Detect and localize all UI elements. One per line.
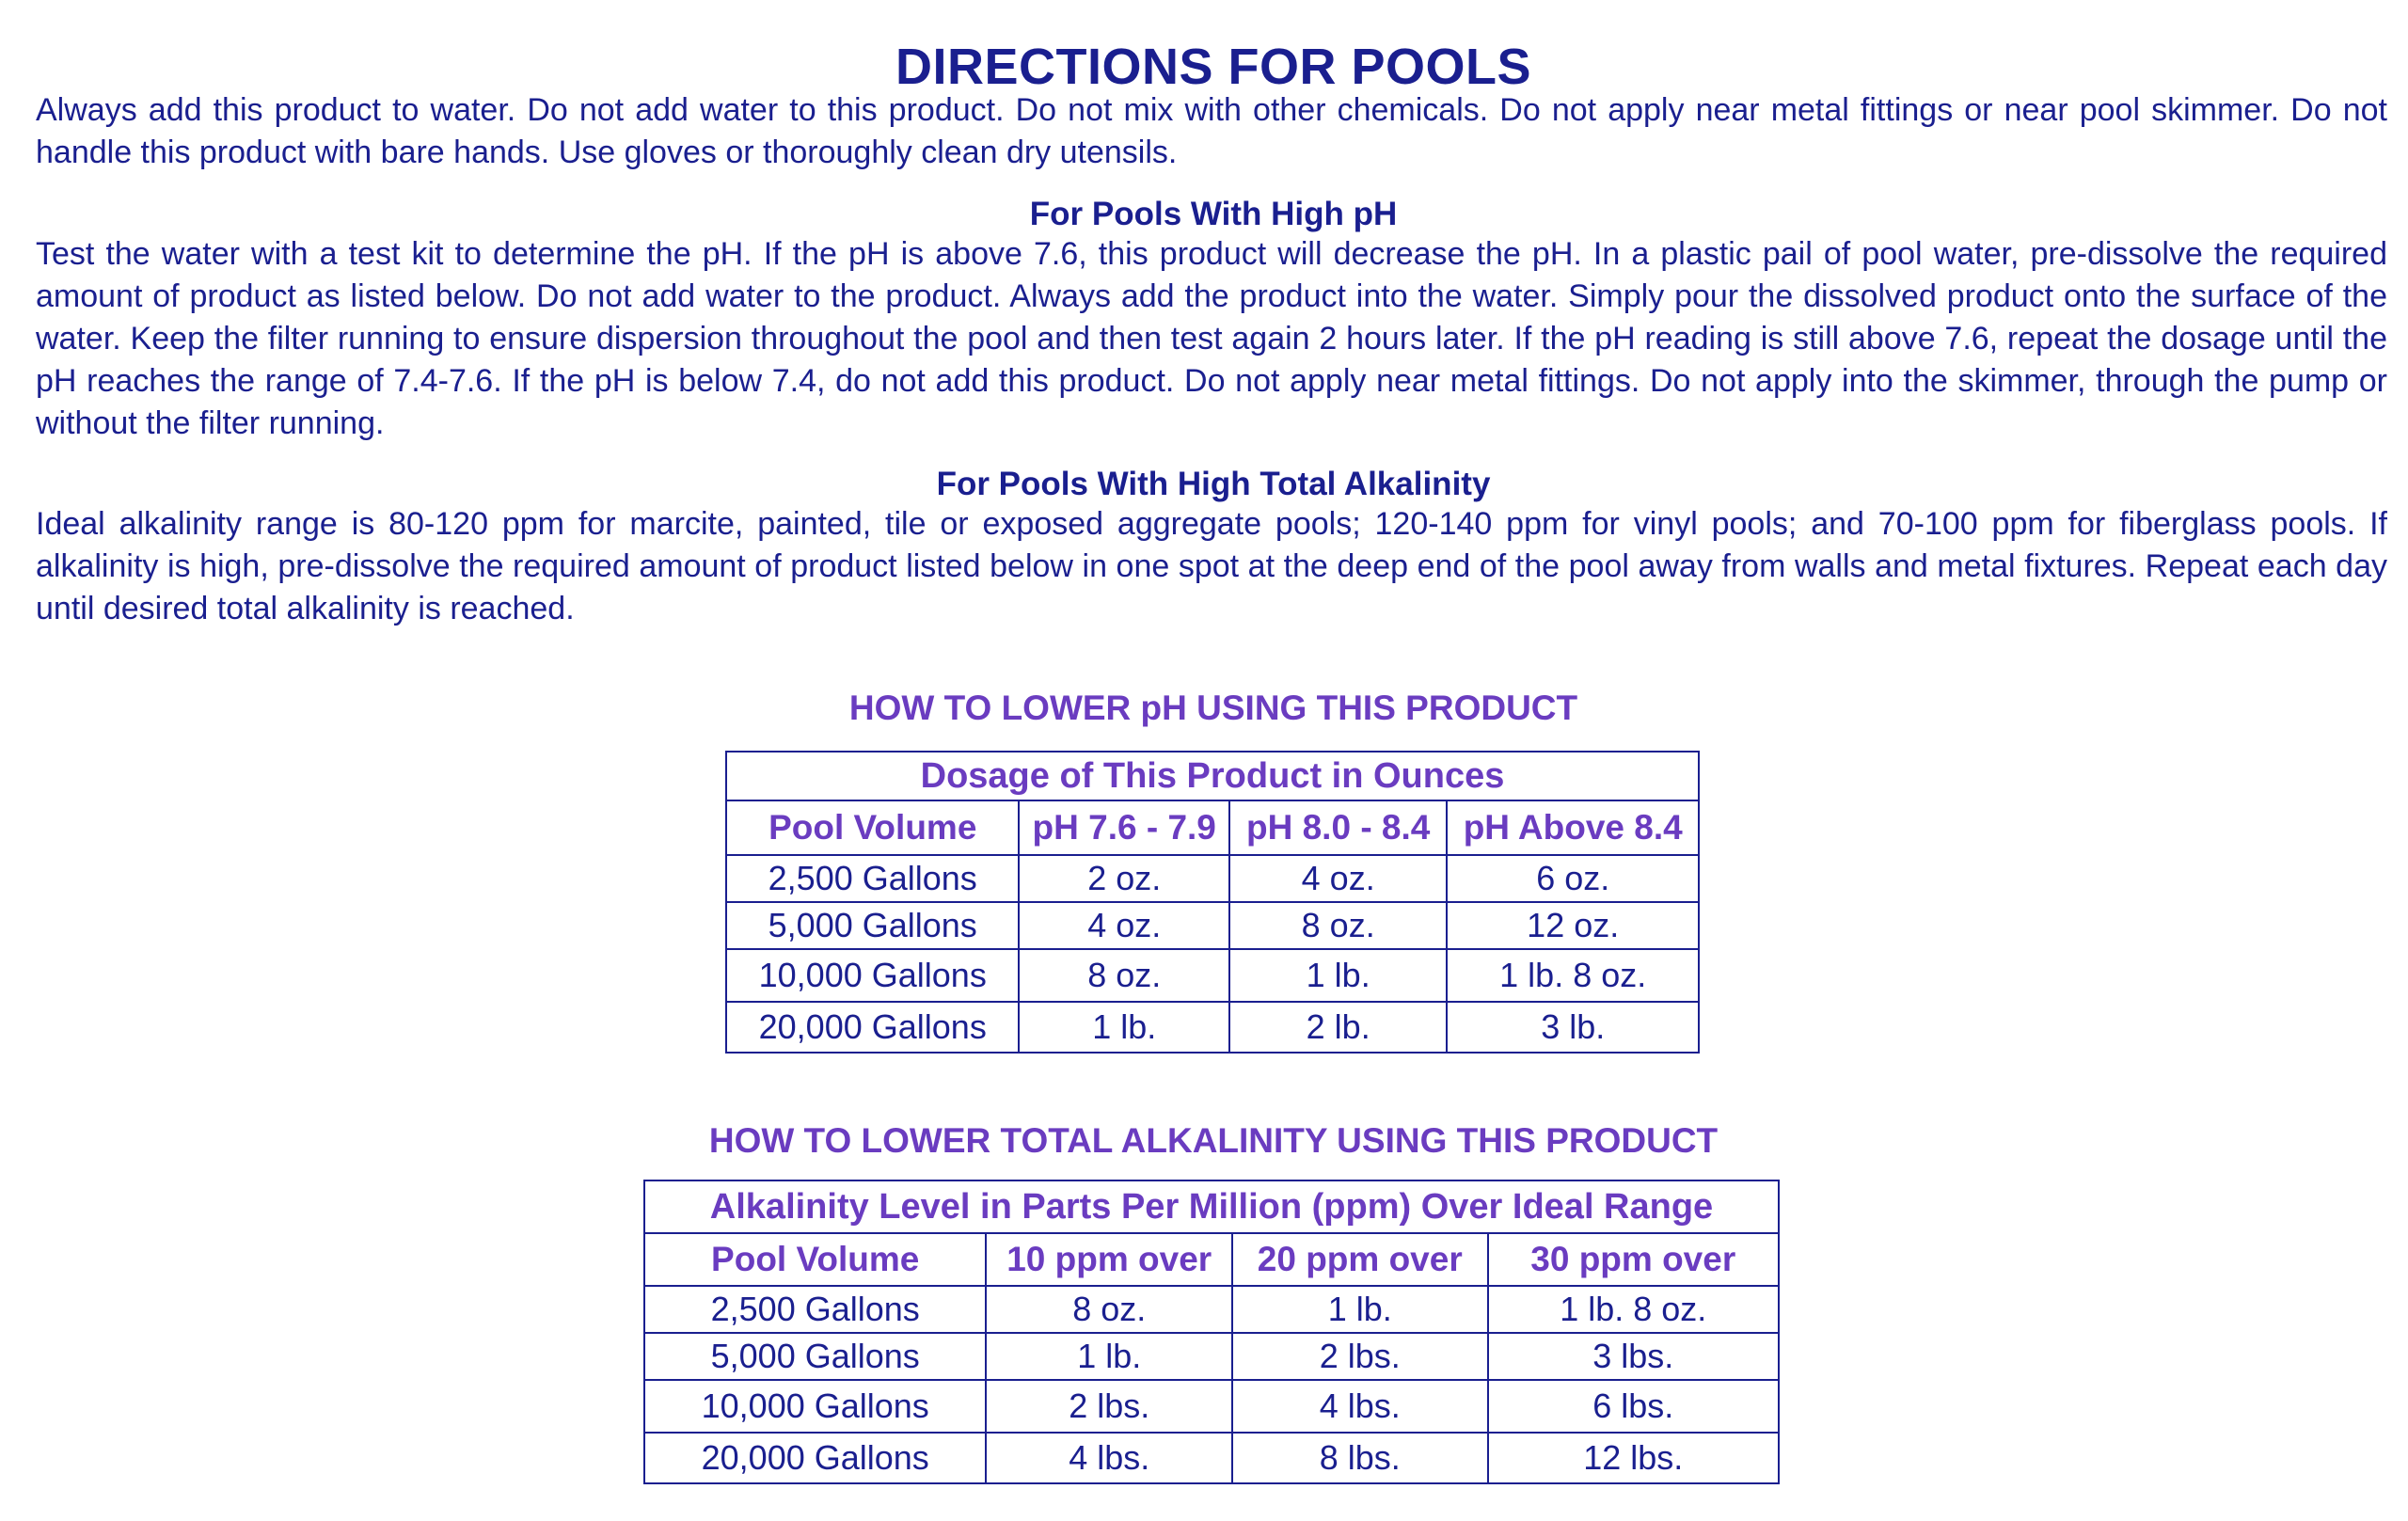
alkalinity-table-title: HOW TO LOWER TOTAL ALKALINITY USING THIS PRODUCT — [708, 1121, 1719, 1160]
alkalinity-section-paragraph: Ideal alkalinity range is 80-120 ppm for marcite, painted, tile or exposed aggregate pools; 120-140 ppm for vinyl pools; and 70-100 ppm for fiberglass pools. If alkalinity is high, pre-dissolve the required amount of product listed below in one spot at the deep end of the pool away from walls and metal fixtures. Repeat each day until desired total alkalinity is reached. — [36, 506, 2387, 626]
table-cell: 10,000 Gallons — [644, 1380, 986, 1433]
table-cell: 10,000 Gallons — [726, 949, 1019, 1002]
column-header: 30 ppm over — [1488, 1233, 1779, 1286]
table-cell: 2,500 Gallons — [644, 1286, 986, 1333]
column-header: 10 ppm over — [986, 1233, 1232, 1286]
table-cell: 8 oz. — [986, 1286, 1232, 1333]
table-row — [726, 1002, 1699, 1053]
table-cell: 1 lb. 8 oz. — [1488, 1286, 1779, 1333]
table-cell: 5,000 Gallons — [726, 902, 1019, 949]
table-cell: 1 lb. 8 oz. — [1447, 949, 1699, 1002]
table-row — [644, 1333, 1779, 1380]
table-cell: 12 oz. — [1447, 902, 1699, 949]
table-cell: 4 lbs. — [1232, 1380, 1488, 1433]
table-cell: 4 oz. — [1019, 902, 1228, 949]
table-cell: 2 lb. — [1229, 1002, 1447, 1053]
ph-table-title: HOW TO LOWER pH USING THIS PRODUCT — [848, 689, 1578, 727]
alkalinity-dosage-table — [643, 1180, 1780, 1484]
column-header: Pool Volume — [644, 1233, 986, 1286]
column-header: Pool Volume — [726, 800, 1019, 855]
table-cell: 4 lbs. — [986, 1433, 1232, 1483]
table-cell: 20,000 Gallons — [726, 1002, 1019, 1053]
table-cell: 20,000 Gallons — [644, 1433, 986, 1483]
table-cell: 1 lb. — [1229, 949, 1447, 1002]
table-cell: 2 lbs. — [986, 1380, 1232, 1433]
ph-section-paragraph: Test the water with a test kit to determine the pH. If the pH is above 7.6, this product will decrease the pH. In a plastic pail of pool water, pre-dissolve the required amount of product as listed below. Do not add water to the product. Always add the product into the water. Simply pour the dissolved product onto the surface of the water. Keep the filter running to ensure dispersion throughout the pool and then test again 2 hours later. If the pH reading is still above 7.6, repeat the dosage until the pH reaches the range of 7.4-7.6. If the pH is below 7.4, do not add this product. Do not apply near metal fittings. Do not apply into the skimmer, through the pump or without the filter running. — [36, 236, 2387, 441]
table-cell: 12 lbs. — [1488, 1433, 1779, 1483]
intro-paragraph: Always add this product to water. Do not add water to this product. Do not mix with other chemicals. Do not apply near metal fittings or near pool skimmer. Do not handle this product with bare hands. Use gloves or thoroughly clean dry utensils. — [36, 92, 2387, 170]
alkalinity-section-heading: For Pools With High Total Alkalinity — [936, 466, 1491, 502]
table-cell: 8 oz. — [1229, 902, 1447, 949]
table-row — [726, 855, 1699, 902]
table-cell: 5,000 Gallons — [644, 1333, 986, 1380]
table-cell: 6 oz. — [1447, 855, 1699, 902]
table-cell: 1 lb. — [986, 1333, 1232, 1380]
table-row — [644, 1286, 1779, 1333]
table-cell: 8 lbs. — [1232, 1433, 1488, 1483]
table-row — [644, 1433, 1779, 1483]
column-header: pH 7.6 - 7.9 — [1019, 800, 1228, 855]
alkalinity-table-caption: Alkalinity Level in Parts Per Million (ppm) Over Ideal Range — [644, 1180, 1779, 1233]
table-cell: 2 oz. — [1019, 855, 1228, 902]
table-row — [726, 949, 1699, 1002]
table-cell: 1 lb. — [1232, 1286, 1488, 1333]
table-cell: 2,500 Gallons — [726, 855, 1019, 902]
table-cell: 3 lbs. — [1488, 1333, 1779, 1380]
table-cell: 1 lb. — [1019, 1002, 1228, 1053]
ph-section-heading: For Pools With High pH — [1029, 196, 1398, 232]
table-cell: 8 oz. — [1019, 949, 1228, 1002]
table-cell: 6 lbs. — [1488, 1380, 1779, 1433]
table-row — [726, 902, 1699, 949]
table-cell: 3 lb. — [1447, 1002, 1699, 1053]
page-title: DIRECTIONS FOR POOLS — [895, 39, 1532, 95]
column-header: pH Above 8.4 — [1447, 800, 1699, 855]
table-cell: 4 oz. — [1229, 855, 1447, 902]
column-header: pH 8.0 - 8.4 — [1229, 800, 1447, 855]
table-cell: 2 lbs. — [1232, 1333, 1488, 1380]
column-header: 20 ppm over — [1232, 1233, 1488, 1286]
table-row — [644, 1380, 1779, 1433]
ph-table-caption: Dosage of This Product in Ounces — [726, 752, 1699, 800]
ph-dosage-table — [725, 751, 1700, 1054]
